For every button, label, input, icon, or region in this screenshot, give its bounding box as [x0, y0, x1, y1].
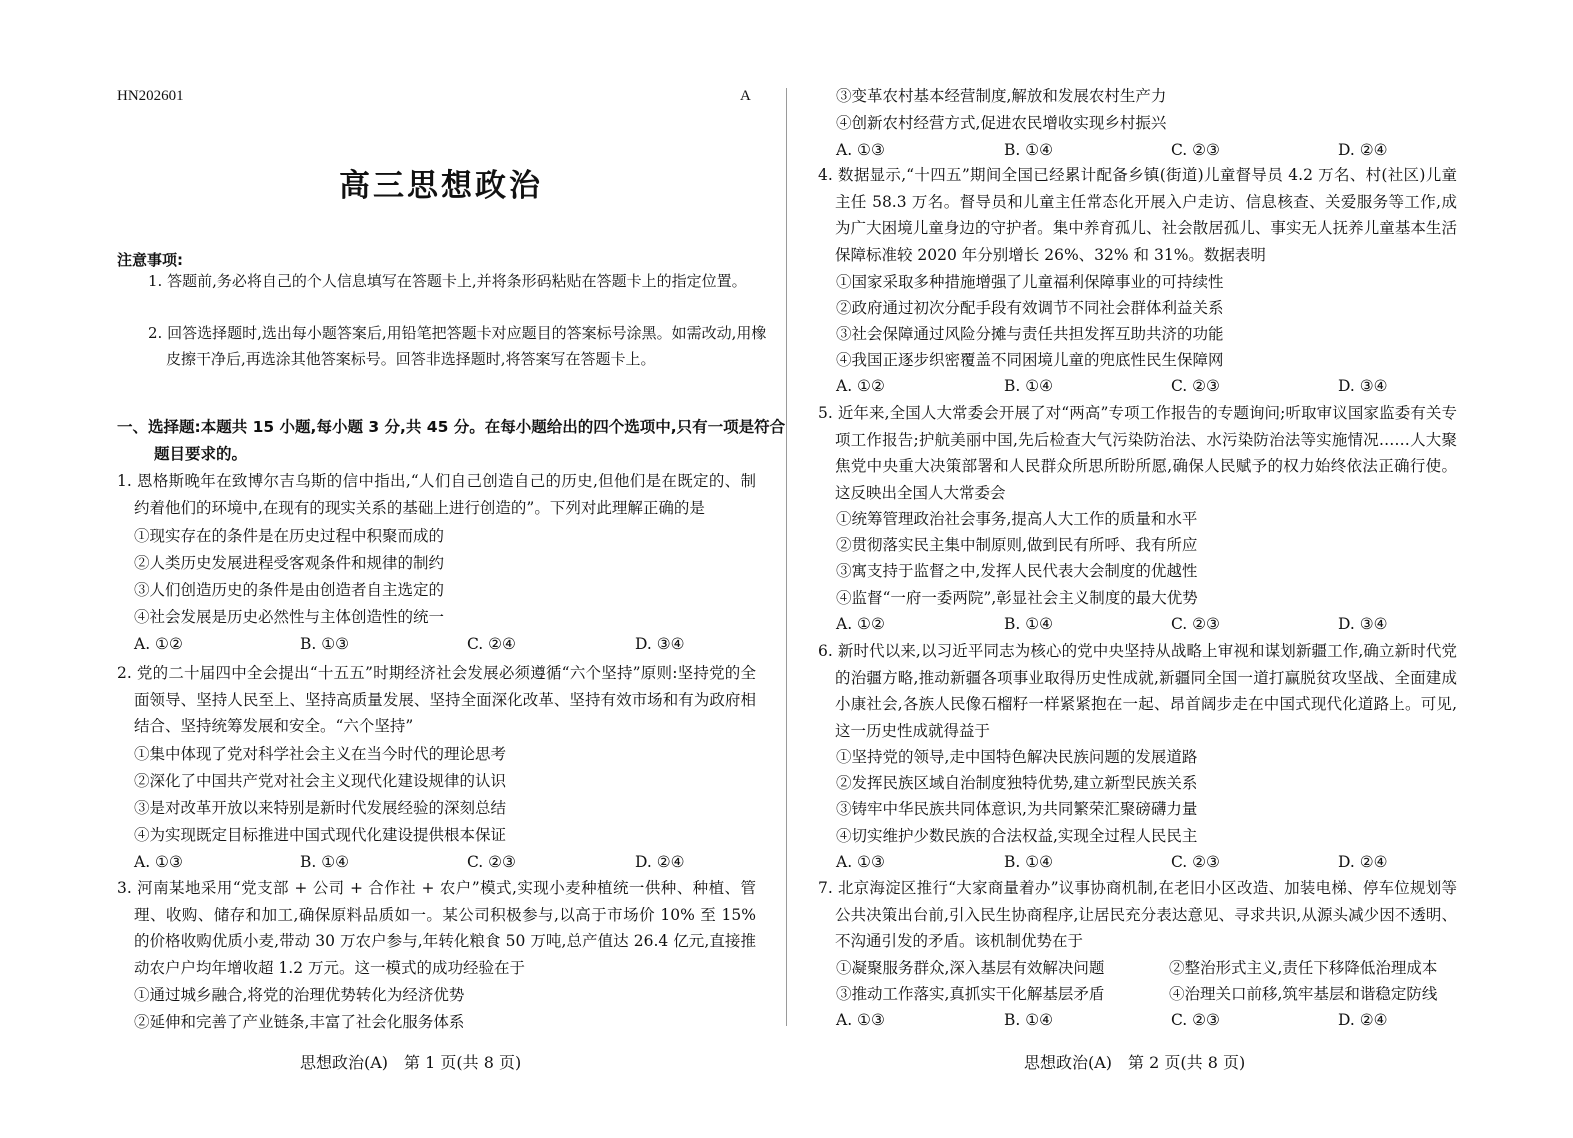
notice-heading: 注意事项: — [117, 251, 183, 269]
choice-a[interactable]: A. ①③ — [134, 853, 183, 871]
choice-a[interactable]: A. ①② — [134, 635, 183, 653]
choice-a[interactable]: A. ①② — [836, 377, 885, 395]
question-6-option-3: ③铸牢中华民族共同体意识,为共同繁荣汇聚磅礴力量 — [836, 800, 1198, 818]
choice-d[interactable]: D. ③④ — [635, 635, 685, 653]
choice-d[interactable]: D. ②④ — [1338, 853, 1388, 871]
choice-d[interactable]: D. ②④ — [1338, 1011, 1388, 1029]
choice-d[interactable]: D. ③④ — [1338, 615, 1388, 633]
choice-d[interactable]: D. ②④ — [635, 853, 685, 871]
choice-d[interactable]: D. ③④ — [1338, 377, 1388, 395]
choice-b[interactable]: B. ①④ — [1004, 615, 1054, 633]
question-7-option-1: ①凝聚服务群众,深入基层有效解决问题 — [836, 959, 1105, 977]
notice-item-1: 1. 答题前,务必将自己的个人信息填写在答题卡上,并将条形码粘贴在答题卡上的指定位置。 — [148, 272, 747, 290]
choice-c[interactable]: C. ②③ — [1171, 377, 1220, 395]
question-4-choices — [836, 373, 1456, 399]
question-3-option-2: ②延伸和完善了产业链条,丰富了社会化服务体系 — [134, 1013, 465, 1031]
question-1-option-4: ④社会发展是历史必然性与主体创造性的统一 — [134, 608, 445, 626]
page-title: 高三思想政治 — [339, 168, 543, 204]
choice-c[interactable]: C. ②③ — [467, 853, 516, 871]
page-footer: 思想政治(A) 第 2 页(共 8 页) — [1024, 1053, 1246, 1072]
question-3-choices — [836, 137, 1456, 163]
choice-b[interactable]: B. ①④ — [1004, 377, 1054, 395]
question-1-option-1: ①现实存在的条件是在历史过程中积聚而成的 — [134, 527, 445, 545]
choice-c[interactable]: C. ②③ — [1171, 1011, 1220, 1029]
choice-c[interactable]: C. ②③ — [1171, 141, 1220, 159]
question-6-option-2: ②发挥民族区域自治制度独特优势,建立新型民族关系 — [836, 774, 1198, 792]
page-2 — [786, 0, 1573, 1138]
question-2-stem: 2. 党的二十届四中全会提出“十五五”时期经济社会发展必须遵循“六个坚持”原则:坚持党的全面领导、坚持人民至上、坚持高质量发展、坚持全面深化改革、坚持有效市场和有为政府相结合、坚持统筹发展和安全。“六个坚持” — [117, 664, 756, 736]
choice-b[interactable]: B. ①③ — [300, 635, 350, 653]
choice-c[interactable]: C. ②③ — [1171, 615, 1220, 633]
question-2-choices — [134, 849, 754, 875]
header-code: HN202601 — [117, 88, 184, 104]
question-2-option-2: ②深化了中国共产党对社会主义现代化建设规律的认识 — [134, 772, 507, 790]
header-version: A — [740, 88, 751, 104]
question-7-option-3: ③推动工作落实,真抓实干化解基层矛盾 — [836, 985, 1105, 1003]
question-5-option-1: ①统筹管理政治社会事务,提高人大工作的质量和水平 — [836, 510, 1198, 528]
question-1-option-3: ③人们创造历史的条件是由创造者自主选定的 — [134, 581, 445, 599]
question-6-option-4: ④切实维护少数民族的合法权益,实现全过程人民民主 — [836, 827, 1198, 845]
question-4-option-1: ①国家采取多种措施增强了儿童福利保障事业的可持续性 — [836, 273, 1224, 291]
choice-a[interactable]: A. ①③ — [836, 1011, 885, 1029]
question-4-stem: 4. 数据显示,“十四五”期间全国已经累计配备乡镇(街道)儿童督导员 4.2 万名、村(社区)儿童主任 58.3 万名。督导员和儿童主任常态化开展入户走访、信息核查、关爱服务等工作,成为广大困境儿童身边的守护者。集中养育孤儿、社会散居孤儿、事实无人抚养儿童基本生活保障标准较 2020 年分别增长 26%、32% 和 31%。数据表明 — [818, 166, 1457, 264]
question-3-option-3: ③变革农村基本经营制度,解放和发展农村生产力 — [836, 87, 1167, 105]
choice-c[interactable]: C. ②④ — [467, 635, 516, 653]
question-7-option-2: ②整治形式主义,责任下移降低治理成本 — [1169, 959, 1438, 977]
choice-b[interactable]: B. ①④ — [1004, 853, 1054, 871]
question-4-option-3: ③社会保障通过风险分摊与责任共担发挥互助共济的功能 — [836, 325, 1224, 343]
question-7-choices — [836, 1007, 1456, 1033]
question-2-option-1: ①集中体现了党对科学社会主义在当今时代的理论思考 — [134, 745, 507, 763]
section-heading: 一、选择题:本题共 15 小题,每小题 3 分,共 45 分。在每小题给出的四个选项中,只有一项是符合题目要求的。 — [117, 418, 786, 463]
question-4-option-2: ②政府通过初次分配手段有效调节不同社会群体利益关系 — [836, 299, 1224, 317]
question-7-option-4: ④治理关口前移,筑牢基层和谐稳定防线 — [1169, 985, 1438, 1003]
choice-b[interactable]: B. ①④ — [1004, 1011, 1054, 1029]
question-4-option-4: ④我国正逐步织密覆盖不同困境儿童的兜底性民生保障网 — [836, 351, 1224, 369]
choice-a[interactable]: A. ①③ — [836, 853, 885, 871]
choice-d[interactable]: D. ②④ — [1338, 141, 1388, 159]
question-5-stem: 5. 近年来,全国人大常委会开展了对“两高”专项工作报告的专题询问;听取审议国家监委有关专项工作报告;护航美丽中国,先后检查大气污染防治法、水污染防治法等实施情况……人大聚焦党中央重大决策部署和人民群众所思所盼所愿,确保人民赋予的权力始终依法正确行使。这反映出全国人大常委会 — [818, 404, 1457, 502]
question-5-option-4: ④监督“一府一委两院”,彰显社会主义制度的最大优势 — [836, 589, 1198, 607]
question-1-choices — [134, 631, 754, 657]
question-7-stem: 7. 北京海淀区推行“大家商量着办”议事协商机制,在老旧小区改造、加装电梯、停车位规划等公共决策出台前,引入民生协商程序,让居民充分表达意见、寻求共识,从源头减少因不透明、不沟通引发的矛盾。该机制优势在于 — [818, 879, 1457, 951]
question-2-option-4: ④为实现既定目标推进中国式现代化建设提供根本保证 — [134, 826, 507, 844]
question-5-option-3: ③寓支持于监督之中,发挥人民代表大会制度的优越性 — [836, 562, 1198, 580]
question-6-stem: 6. 新时代以来,以习近平同志为核心的党中央坚持从战略上审视和谋划新疆工作,确立新时代党的治疆方略,推动新疆各项事业取得历史性成就,新疆同全国一道打赢脱贫攻坚战、全面建成小康社会,各族人民像石榴籽一样紧紧抱在一起、昂首阔步走在中国式现代化道路上。可见,这一历史性成就得益于 — [818, 642, 1457, 740]
page-1 — [0, 0, 786, 1138]
notice-item-2: 2. 回答选择题时,选出每小题答案后,用铅笔把答题卡对应题目的答案标号涂黑。如需改动,用橡皮擦干净后,再选涂其他答案标号。回答非选择题时,将答案写在答题卡上。 — [148, 324, 767, 368]
question-1-option-2: ②人类历史发展进程受客观条件和规律的制约 — [134, 554, 445, 572]
question-2-option-3: ③是对改革开放以来特别是新时代发展经验的深刻总结 — [134, 799, 507, 817]
question-3-option-4: ④创新农村经营方式,促进农民增收实现乡村振兴 — [836, 114, 1167, 132]
choice-b[interactable]: B. ①④ — [300, 853, 350, 871]
question-5-option-2: ②贯彻落实民主集中制原则,做到民有所呼、我有所应 — [836, 536, 1198, 554]
choice-b[interactable]: B. ①④ — [1004, 141, 1054, 159]
question-3-option-1: ①通过城乡融合,将党的治理优势转化为经济优势 — [134, 986, 465, 1004]
question-3-stem: 3. 河南某地采用“党支部 + 公司 + 合作社 + 农户”模式,实现小麦种植统一供种、种植、管理、收购、储存和加工,确保原料品质如一。某公司积极参与,以高于市场价 10% 至 15% 的价格收购优质小麦,带动 30 万农户参与,年转化粮食 50 万吨,总产值达 26.4 亿元,直接推动农户户均年增收超 1.2 万元。这一模式的成功经验在于 — [117, 879, 756, 977]
choice-c[interactable]: C. ②③ — [1171, 853, 1220, 871]
question-5-choices — [836, 611, 1456, 637]
choice-a[interactable]: A. ①② — [836, 615, 885, 633]
question-1-stem: 1. 恩格斯晚年在致博尔吉乌斯的信中指出,“人们自己创造自己的历史,但他们是在既定的、制约着他们的环境中,在现有的现实关系的基础上进行创造的”。下列对此理解正确的是 — [117, 472, 756, 517]
question-6-option-1: ①坚持党的领导,走中国特色解决民族问题的发展道路 — [836, 748, 1198, 766]
choice-a[interactable]: A. ①③ — [836, 141, 885, 159]
page-footer: 思想政治(A) 第 1 页(共 8 页) — [300, 1053, 522, 1072]
question-6-choices — [836, 849, 1456, 875]
